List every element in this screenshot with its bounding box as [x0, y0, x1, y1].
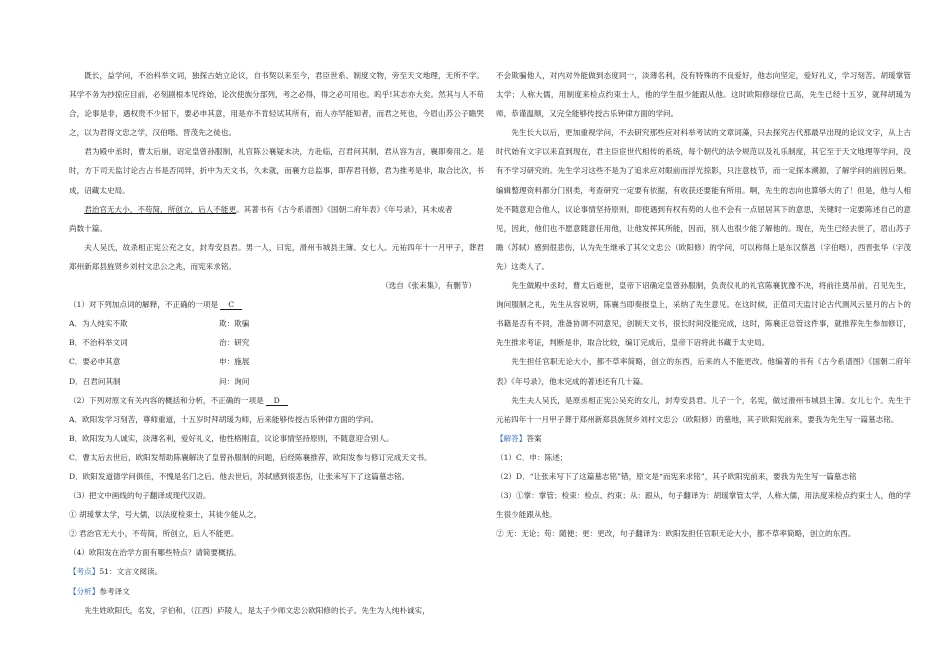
option-text: D．召君问其制	[69, 376, 121, 386]
jieda-line	[496, 429, 911, 448]
question-4: （4）欧阳发在治学方面有哪些特点？请简要概括。	[69, 548, 241, 558]
kaodian-text: 51：文言文阅读。	[99, 567, 163, 577]
paragraph: 夫人吴氏，故杀相正宪公充之女，封寿安县君。男一人，曰宪，滑州韦城县主簿。女七人。元祐四年十一月甲子，葬君郑州新郑县旌贤乡刘村文忠公之兆，而宪来求铭。	[69, 242, 484, 271]
fenxi-line	[69, 582, 484, 601]
answer-blank: D	[266, 396, 288, 406]
answer-line: （3）①掌：掌管；检束：检点、约束；从：跟从，句子翻译为：胡瑗掌管太学，人称大儒，用法度来检点约束士人，他的学生很少能跟从他。	[496, 491, 911, 520]
answer-line: ② 无：无论；苟：随便；更：更改，句子翻译为：欧阳发担任官职无论大小，都不草率简略，创立的东西。	[496, 529, 856, 539]
answer-line: （2）D．“让张耒写下了这篇墓志铭”错，原文是“而宪来求铭”，其子欧阳宪前来，要我为先生写一篇墓志铭	[496, 471, 857, 481]
option-text: D．欧阳发道德学问俱佳，不愧是名门之后。他去世后，苏轼感到很悲伤，让张耒写下了这篇墓志铭。	[69, 471, 410, 481]
source-note: （选自《张耒集》，有删节）	[381, 281, 476, 291]
right-column	[496, 66, 911, 543]
paragraph: 既长，益学问，不治科举文词，独探古始立论议，自书契以来至今，君臣世系、制度文物，旁至天文地理，无所不学。其学不务为抄掠应目前，必刻剧根本见终始，论次使族分部列，考之必得，得之必可用也。呜乎!其志亦大矣。然其与人不苟合，论事是非，遇权贵不少屈下，要必申其意，用是亦不肯轻试其所有，而人亦罕能知者，而君之死也，今眉山苏公子瞻哭之，以为君得文忠之学，汉伯喈、晋茂先之徒也。	[69, 71, 484, 138]
question-text: （2）下列对原文有关内容的概括和分析，不正确的一项是	[69, 395, 264, 405]
translation-paragraph: 先生长大以后，更加重视学问，不去研究那些应对科举考试的文章词藻，只去探究古代那最早出现的论议文字，从上古时代始有文字以来直到现在，君主臣宦世代相传的系统，每个朝代的法令规范以及礼乐制度，其它至于天文地理等学问，没有不学习研究的。先生学习这些不是为了追求应对眼前而浮光掠影，只注意枝节，而一定探本溯源，了解学问的前因后果。编辑整理资料都分门别类，考查研究一定要有依据，有收获还要能有所用。啊，先生的志向也算够大的了！但是，他与人相处不随意迎合他人，议论事情坚持原则，即使遇到有权有势的人也不会有一点屈居其下的意思，关键时一定要陈述自己的意见，因此，他们也不愿意随意任用他，让他发挥其所能，因而，别人也很少能了解他的。现在，先生已经去世了，眉山苏子瞻（苏轼）感到很悲伤，认为先生继承了其父文忠公（欧阳修）的学问，可以称得上是东汉蔡邕（字伯喈），西晋张华（字茂先）这类人了。	[496, 128, 911, 271]
option-gloss: 欺：欺骗	[219, 319, 250, 329]
option-text: A．欧阳发学习刻苦，尊师重道，十五岁时拜胡瑗为师，后来能够传授古乐钟律方面的学问。	[69, 414, 379, 424]
question-3: （3）把文中画线的句子翻译成现代汉语。	[69, 491, 211, 501]
jieda-tag: 【解答】	[496, 433, 527, 443]
kaodian-line	[69, 562, 484, 581]
translation-item: ② 君治官无大小，不苟简，所创立，后人不能更。	[69, 529, 239, 539]
paragraph: 尚数十篇。	[69, 223, 107, 233]
option-row	[69, 333, 484, 352]
option-text: B．欧阳发为人诚实，淡薄名利，爱好礼义，他性格刚直，议论事情坚持原则，不随意迎合别人。	[69, 433, 394, 443]
option-gloss: 问：询问	[219, 376, 250, 386]
translation-paragraph: 不会欺骗他人，对内对外能做到态度同一，淡薄名利，没有特殊的不良爱好，他志向坚定，爱好礼义，学习刻苦。胡瑗掌管太学；人称大儒，用制度来检点约束士人，他的学生很少能跟从他。这时欧阳修绿位已高，先生已经十五岁，就拜胡瑗为师，恭谨温顺，又完全能够传授古乐钟律方面的学问。	[496, 71, 911, 119]
left-column	[69, 66, 484, 620]
translation-item: ① 胡瑗掌太学，号大儒，以法度检束士，其徒少能从之。	[69, 510, 262, 520]
translation-paragraph: 先生夫人吴氏，是原丞相正宪公吴充的女儿，封寿安县君。儿子一个，名宪，做过滑州韦城县主簿。女儿七个。先生于元祐四年十一月甲子葬于郑州新郑县旌贤乡刘村文忠公（欧阳修）的墓地，其子欧阳宪前来，要我为先生写一篇墓志铭。	[496, 395, 911, 424]
option-row	[69, 372, 484, 391]
option-text: C．要必申其意	[69, 357, 121, 367]
option-row	[69, 314, 484, 333]
question-1	[69, 295, 484, 314]
paragraph: 君为殿中丞时，曹太后崩，诏定皇曾孙服制，礼官陈公襄疑未决，方赴临，召君问其制，君从容为言，襄即奏用之。是时，方下司天监讨论古占书是否同异，折中为天文书，久未就，而襄方总监事，即荐君刊修，君为推考是非，取合比次，书成，诏藏太史局。	[69, 147, 484, 195]
option-gloss: 申：施展	[219, 357, 250, 367]
translation-paragraph: 先生姓欧阳氏，名发，字伯和，（江西）庐陵人，是太子少师文忠公欧阳修的长子。先生为人纯朴诚实，	[84, 605, 430, 615]
option-text: B．不治科举文词	[69, 338, 128, 348]
translation-paragraph: 先生担任官职无论大小，都不草率简略，创立的东西，后来的人不能更改。他编著的书有《古今系谱图》《国朝二府年表》《年号录》，他未完成的著述还有几十篇。	[496, 357, 911, 386]
answer-line: （1）C．申：陈述；	[496, 452, 568, 462]
question-text: （1）对下列加点词的解释，不正确的一项是	[69, 300, 219, 310]
option-text: C．曹太后去世后，欧阳发帮助陈襄解决了皇曾孙服制的问题，后经陈襄推荐，欧阳发参与修订完成天文书。	[69, 452, 432, 462]
kaodian-tag: 【考点】	[69, 567, 100, 577]
jieda-text: 答案	[526, 433, 542, 443]
underlined-sentence: 君治官无大小，不苟简，所创立，后人不能更	[84, 204, 237, 214]
fenxi-text: 参考译文	[99, 586, 130, 596]
paragraph-with-underline	[69, 200, 484, 219]
fenxi-tag: 【分析】	[69, 586, 100, 596]
option-gloss: 治：研究	[219, 338, 250, 348]
paragraph-tail: 。其著书有《古今系谱图》《国朝二府年表》《年号录》，其未成者	[236, 204, 453, 214]
option-row	[69, 352, 484, 371]
translation-paragraph: 先生做殿中丞时，曹太后逝世，皇帝下诏确定皇曾孙服制，负责仪礼的礼官陈襄犹豫不决，将前往奠吊前，召见先生，询问服制之礼，先生从容说明，陈襄当即奏报皇上，采纳了先生意见。在这时候，正值司天监讨论古代测风云星月的占卜的书籍是否有不同，准备协调不同意见，创制天文书，很长时间没能完成，这时，陈襄正总管这件事，就推荐先生参加修订，先生推求考证，判断是非，取合比较，编订完成后，皇帝下诏将此书藏于太史局。	[496, 281, 911, 348]
answer-blank: C	[220, 300, 242, 310]
option-text: A．为人纯实不欺	[69, 319, 128, 329]
question-2	[69, 391, 484, 410]
